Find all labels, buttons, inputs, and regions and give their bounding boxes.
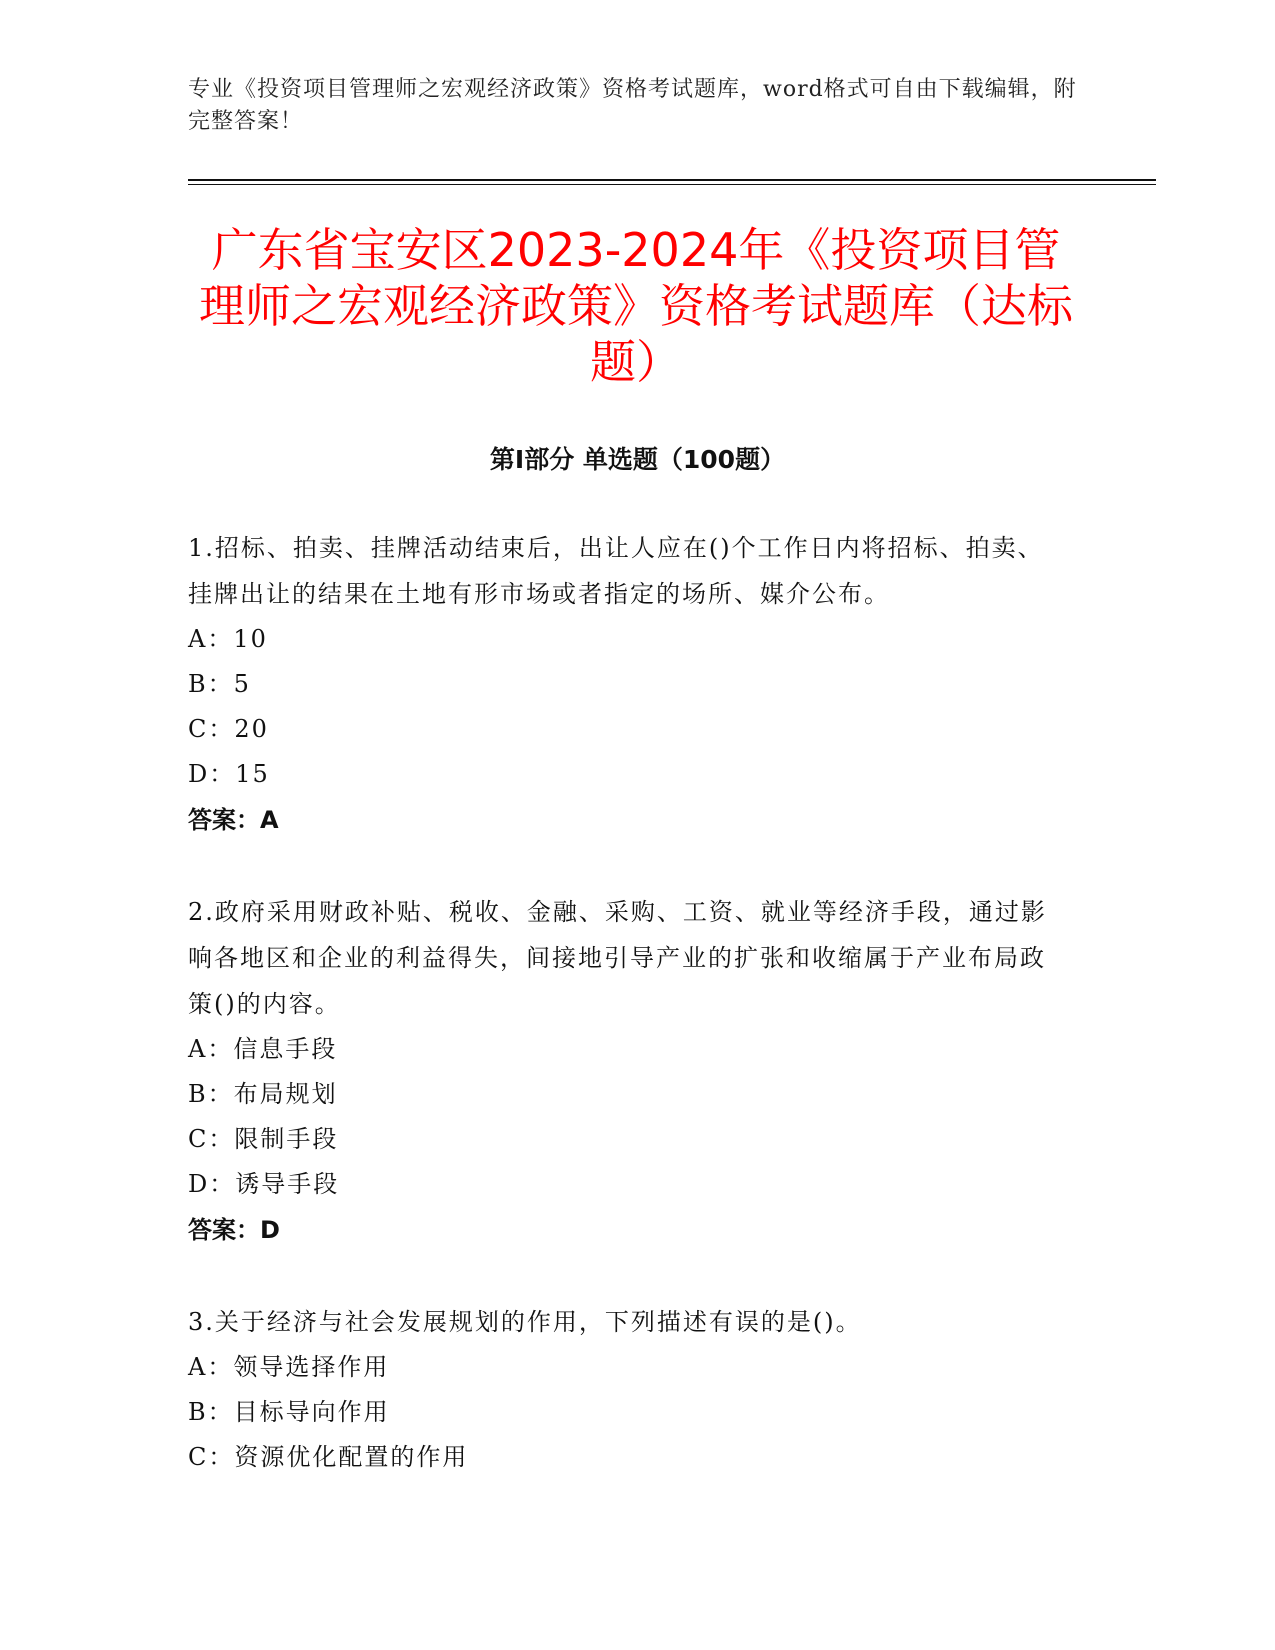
option-b: B：5: [188, 670, 251, 698]
question-2: [188, 889, 1068, 1253]
option-a: A：领导选择作用: [188, 1353, 390, 1381]
option-d: D：15: [188, 760, 270, 788]
answer: 答案：D: [188, 1216, 280, 1244]
question-stem: 1.招标、拍卖、挂牌活动结束后，出让人应在()个工作日内将招标、拍卖、挂牌出让的结果在土地有形市场或者指定的场所、媒介公布。: [188, 534, 1044, 608]
option-a: A：信息手段: [188, 1035, 338, 1063]
option-a: A：10: [188, 625, 268, 653]
question-3: [188, 1299, 1068, 1480]
option-c: C：资源优化配置的作用: [188, 1443, 469, 1471]
header-rule-thick: [188, 179, 1156, 181]
section-heading: 第I部分 单选题（100题）: [489, 445, 786, 474]
option-b: B：目标导向作用: [188, 1398, 390, 1426]
question-list: [188, 525, 1068, 1526]
question-stem: 3.关于经济与社会发展规划的作用，下列描述有误的是()。: [188, 1308, 862, 1336]
option-c: C：限制手段: [188, 1125, 339, 1153]
option-b: B：布局规划: [188, 1080, 338, 1108]
document-title: 广东省宝安区2023-2024年《投资项目管理师之宏观经济政策》资格考试题库（达标题）: [199, 223, 1073, 389]
question-stem: 2.政府采用财政补贴、税收、金融、采购、工资、就业等经济手段，通过影响各地区和企业的利益得失，间接地引导产业的扩张和收缩属于产业布局政策()的内容。: [188, 898, 1047, 1018]
answer: 答案：A: [188, 806, 279, 834]
header-rule-thin: [188, 184, 1156, 185]
option-c: C：20: [188, 715, 269, 743]
header-note: 专业《投资项目管理师之宏观经济政策》资格考试题库，word格式可自由下载编辑，附完整答案！: [188, 77, 1077, 134]
option-d: D：诱导手段: [188, 1170, 340, 1198]
question-1: [188, 525, 1068, 843]
